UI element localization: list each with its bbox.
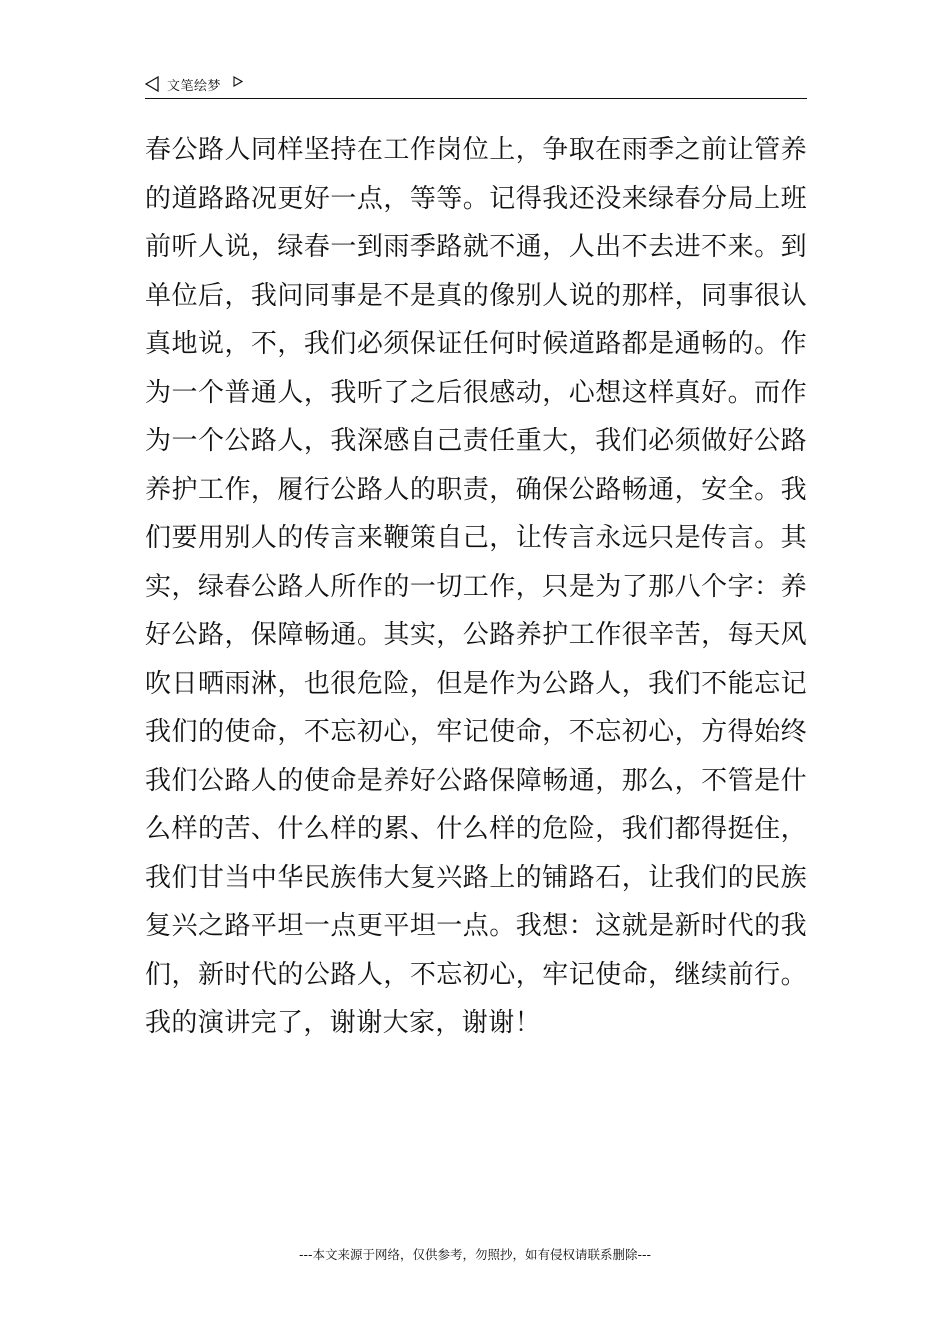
- text-line: 的道路路况更好一点，等等。记得我还没来绿春分局上班: [145, 183, 807, 214]
- text-line: 吹日晒雨淋，也很危险，但是作为公路人，我们不能忘记: [145, 668, 807, 699]
- triangle-right-icon: [233, 76, 243, 87]
- text-line: 们，新时代的公路人，不忘初心，牢记使命，继续前行。: [145, 959, 807, 990]
- brand-label: 文笔绘梦: [167, 79, 222, 94]
- text-line: 复兴之路平坦一点更平坦一点。我想：这就是新时代的我: [145, 911, 807, 941]
- text-line: 为一个公路人，我深感自己责任重大，我们必须做好公路: [145, 426, 807, 456]
- text-line: 我的演讲完了，谢谢大家，谢谢！: [145, 1008, 542, 1038]
- text-line: 前听人说，绿春一到雨季路就不通，人出不去进不来。到: [145, 232, 807, 262]
- text-line: 我们的使命，不忘初心，牢记使命，不忘初心，方得始终: [145, 717, 807, 747]
- text-line: 为一个普通人，我听了之后很感动，心想这样真好。而作: [145, 377, 807, 408]
- text-line: 我们公路人的使命是养好公路保障畅通，那么，不管是什: [145, 765, 807, 796]
- text-line: 养护工作，履行公路人的职责，确保公路畅通，安全。我: [145, 474, 807, 505]
- document-body: [145, 126, 807, 1048]
- text-line: 我们甘当中华民族伟大复兴路上的铺路石，让我们的民族: [145, 862, 807, 893]
- text-line: 春公路人同样坚持在工作岗位上，争取在雨季之前让管养: [145, 135, 807, 165]
- page-header: [145, 72, 807, 99]
- text-line: 单位后，我问同事是不是真的像别人说的那样，同事很认: [145, 280, 807, 311]
- triangle-left-icon: [145, 76, 159, 92]
- footer-disclaimer: ---本文来源于网络，仅供参考，勿照抄，如有侵权请联系删除---: [298, 1247, 652, 1262]
- text-line: 好公路，保障畅通。其实，公路养护工作很辛苦，每天风: [145, 620, 807, 650]
- text-line: 么样的苦、什么样的累、什么样的危险，我们都得挺住，: [145, 814, 807, 844]
- text-line: 实，绿春公路人所作的一切工作，只是为了那八个字：养: [145, 571, 807, 602]
- text-line: 真地说，不，我们必须保证任何时候道路都是通畅的。作: [145, 329, 807, 359]
- text-line: 们要用别人的传言来鞭策自己，让传言永远只是传言。其: [145, 523, 807, 553]
